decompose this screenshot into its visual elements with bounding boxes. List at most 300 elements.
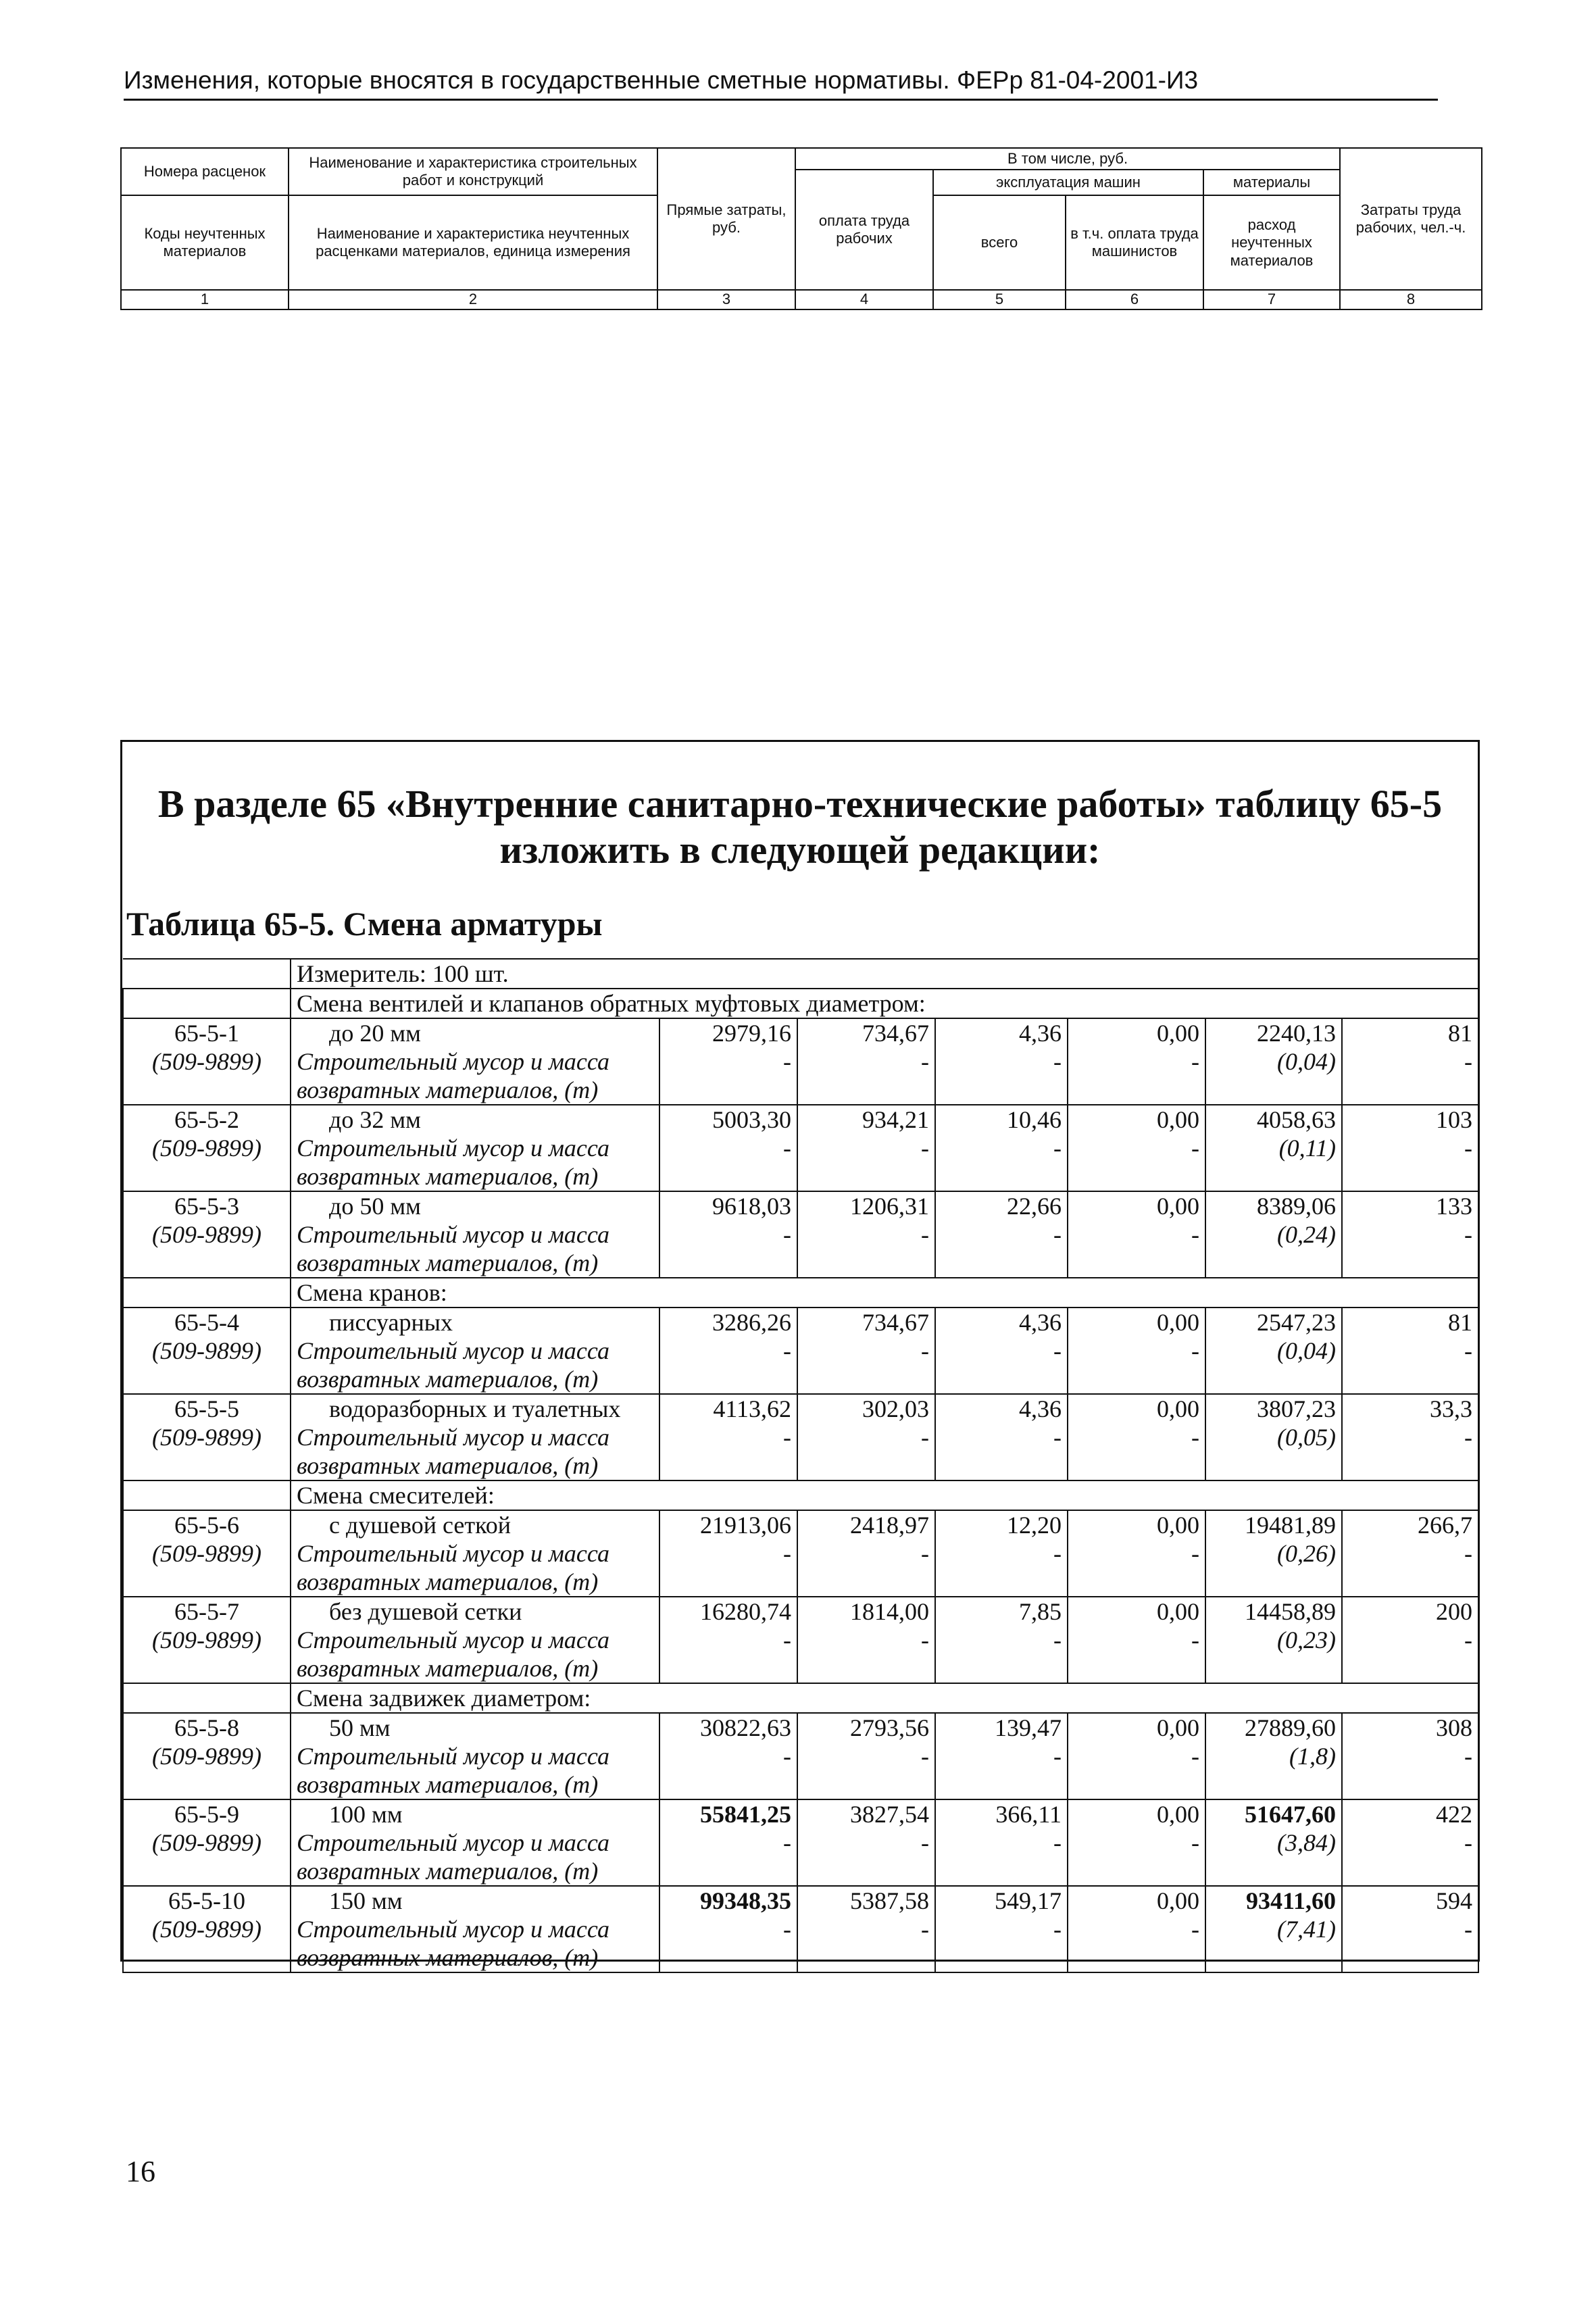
direct-costs: 9618,03 xyxy=(659,1191,797,1220)
material-usage: (1,8) xyxy=(1205,1742,1342,1770)
column-number-7: 7 xyxy=(1203,290,1340,309)
material-name-cont: возвратных материалов, (т) xyxy=(291,1568,659,1597)
empty-cell xyxy=(659,1365,797,1394)
material-usage: (0,26) xyxy=(1205,1539,1342,1568)
operator-dash: - xyxy=(1068,1539,1205,1568)
group-title: Смена задвижек диаметром: xyxy=(291,1683,1478,1713)
group-title: Смена смесителей: xyxy=(291,1480,1478,1510)
column-number-5: 5 xyxy=(933,290,1066,309)
table-subrow xyxy=(123,1539,1478,1568)
group-spacer xyxy=(123,989,291,1018)
direct-dash: - xyxy=(659,1915,797,1943)
material-cost: 8389,06 xyxy=(1205,1191,1342,1220)
table-row xyxy=(123,1713,1478,1742)
column-number-1: 1 xyxy=(121,290,289,309)
material-name-cont: возвратных материалов, (т) xyxy=(291,1857,659,1886)
empty-cell xyxy=(659,1770,797,1799)
table-subrow-cont xyxy=(123,1654,1478,1683)
empty-cell xyxy=(1342,1770,1478,1799)
labor-hours: 422 xyxy=(1342,1799,1478,1828)
empty-cell xyxy=(935,1943,1068,1972)
direct-dash: - xyxy=(659,1626,797,1654)
pay-dash: - xyxy=(797,1423,935,1451)
material-name-cont: возвратных материалов, (т) xyxy=(291,1365,659,1394)
table-subrow-cont xyxy=(123,1365,1478,1394)
worker-pay: 2418,97 xyxy=(797,1510,935,1539)
labor-hours: 200 xyxy=(1342,1597,1478,1626)
table-subrow xyxy=(123,1626,1478,1654)
work-name: до 20 мм xyxy=(291,1018,659,1047)
table-row xyxy=(123,1886,1478,1915)
table-subrow-cont xyxy=(123,1451,1478,1480)
code-empty xyxy=(123,1654,291,1683)
hours-dash: - xyxy=(1342,1423,1478,1451)
empty-cell xyxy=(1342,1249,1478,1278)
table-subrow-cont xyxy=(123,1249,1478,1278)
material-name-cont: возвратных материалов, (т) xyxy=(291,1943,659,1972)
column-header-table xyxy=(120,147,1482,310)
material-name: Строительный мусор и масса xyxy=(291,1220,659,1249)
table-subrow xyxy=(123,1337,1478,1365)
empty-cell xyxy=(1205,1568,1342,1597)
header-material-codes: Коды неучтенных материалов xyxy=(121,195,289,290)
code-empty xyxy=(123,1451,291,1480)
material-name: Строительный мусор и масса xyxy=(291,1742,659,1770)
operator-dash: - xyxy=(1068,1134,1205,1162)
empty-cell xyxy=(1342,1943,1478,1972)
table-row xyxy=(123,1394,1478,1423)
material-cost: 93411,60 xyxy=(1205,1886,1342,1915)
group-spacer xyxy=(123,1683,291,1713)
group-title: Смена вентилей и клапанов обратных муфтовых диаметром: xyxy=(291,989,1478,1018)
direct-costs: 21913,06 xyxy=(659,1510,797,1539)
labor-hours: 81 xyxy=(1342,1018,1478,1047)
material-code: (509-9899) xyxy=(123,1742,291,1770)
worker-pay: 2793,56 xyxy=(797,1713,935,1742)
direct-costs: 55841,25 xyxy=(659,1799,797,1828)
direct-dash: - xyxy=(659,1539,797,1568)
table-row xyxy=(123,1799,1478,1828)
code-empty xyxy=(123,1365,291,1394)
header-machines-total: всего xyxy=(933,195,1066,290)
labor-hours: 266,7 xyxy=(1342,1510,1478,1539)
material-name-cont: возвратных материалов, (т) xyxy=(291,1654,659,1683)
operator-pay: 0,00 xyxy=(1068,1799,1205,1828)
empty-cell xyxy=(1068,1076,1205,1105)
empty-cell xyxy=(797,1249,935,1278)
rate-code: 65-5-2 xyxy=(123,1105,291,1134)
machines-total: 139,47 xyxy=(935,1713,1068,1742)
operator-pay: 0,00 xyxy=(1068,1191,1205,1220)
group-spacer xyxy=(123,1480,291,1510)
pay-dash: - xyxy=(797,1626,935,1654)
machines-total: 366,11 xyxy=(935,1799,1068,1828)
empty-cell xyxy=(935,1857,1068,1886)
material-usage: (0,24) xyxy=(1205,1220,1342,1249)
empty-cell xyxy=(1342,1568,1478,1597)
machines-total: 10,46 xyxy=(935,1105,1068,1134)
rate-code: 65-5-3 xyxy=(123,1191,291,1220)
empty-cell xyxy=(659,1857,797,1886)
direct-costs: 16280,74 xyxy=(659,1597,797,1626)
empty-cell xyxy=(1205,1249,1342,1278)
empty-cell xyxy=(659,1249,797,1278)
header-direct-costs: Прямые затраты, руб. xyxy=(657,148,795,290)
material-code: (509-9899) xyxy=(123,1828,291,1857)
material-usage: (0,04) xyxy=(1205,1047,1342,1076)
empty-cell xyxy=(1342,1654,1478,1683)
column-number-4: 4 xyxy=(795,290,933,309)
material-name-cont: возвратных материалов, (т) xyxy=(291,1451,659,1480)
worker-pay: 302,03 xyxy=(797,1394,935,1423)
operator-dash: - xyxy=(1068,1047,1205,1076)
material-code: (509-9899) xyxy=(123,1915,291,1943)
mach-dash: - xyxy=(935,1915,1068,1943)
pay-dash: - xyxy=(797,1047,935,1076)
hours-dash: - xyxy=(1342,1134,1478,1162)
code-empty xyxy=(123,1076,291,1105)
machines-total: 4,36 xyxy=(935,1394,1068,1423)
material-name: Строительный мусор и масса xyxy=(291,1423,659,1451)
material-code: (509-9899) xyxy=(123,1220,291,1249)
direct-costs: 30822,63 xyxy=(659,1713,797,1742)
header-worker-pay: оплата труда рабочих xyxy=(795,170,933,290)
rate-code: 65-5-7 xyxy=(123,1597,291,1626)
worker-pay: 5387,58 xyxy=(797,1886,935,1915)
empty-cell xyxy=(935,1451,1068,1480)
material-name: Строительный мусор и масса xyxy=(291,1134,659,1162)
empty-cell xyxy=(1068,1943,1205,1972)
operator-pay: 0,00 xyxy=(1068,1597,1205,1626)
group-title: Смена кранов: xyxy=(291,1278,1478,1308)
hours-dash: - xyxy=(1342,1337,1478,1365)
header-labor-hours: Затраты труда рабочих, чел.-ч. xyxy=(1340,148,1482,290)
material-name: Строительный мусор и масса xyxy=(291,1337,659,1365)
work-name: писсуарных xyxy=(291,1308,659,1337)
table-subrow-cont xyxy=(123,1162,1478,1191)
empty-cell xyxy=(659,1568,797,1597)
hours-dash: - xyxy=(1342,1047,1478,1076)
hours-dash: - xyxy=(1342,1220,1478,1249)
mach-dash: - xyxy=(935,1828,1068,1857)
group-row xyxy=(123,1480,1478,1510)
rate-code: 65-5-6 xyxy=(123,1510,291,1539)
code-empty xyxy=(123,1857,291,1886)
empty-cell xyxy=(1205,1770,1342,1799)
group-row xyxy=(123,1683,1478,1713)
column-number-3: 3 xyxy=(657,290,795,309)
material-name: Строительный мусор и масса xyxy=(291,1047,659,1076)
operator-dash: - xyxy=(1068,1742,1205,1770)
page-number: 16 xyxy=(126,2155,155,2188)
operator-dash: - xyxy=(1068,1423,1205,1451)
operator-dash: - xyxy=(1068,1828,1205,1857)
empty-cell xyxy=(1068,1365,1205,1394)
work-name: без душевой сетки xyxy=(291,1597,659,1626)
hours-dash: - xyxy=(1342,1915,1478,1943)
mach-dash: - xyxy=(935,1423,1068,1451)
material-usage: (0,11) xyxy=(1205,1134,1342,1162)
mach-dash: - xyxy=(935,1742,1068,1770)
rate-code: 65-5-1 xyxy=(123,1018,291,1047)
work-name: до 50 мм xyxy=(291,1191,659,1220)
pay-dash: - xyxy=(797,1828,935,1857)
empty-cell xyxy=(935,1770,1068,1799)
direct-dash: - xyxy=(659,1134,797,1162)
column-number-6: 6 xyxy=(1066,290,1203,309)
worker-pay: 934,21 xyxy=(797,1105,935,1134)
labor-hours: 33,3 xyxy=(1342,1394,1478,1423)
machines-total: 12,20 xyxy=(935,1510,1068,1539)
table-subrow xyxy=(123,1047,1478,1076)
header-material-usage: расход неучтенных материалов xyxy=(1203,195,1340,290)
direct-dash: - xyxy=(659,1423,797,1451)
empty-cell xyxy=(1068,1568,1205,1597)
direct-dash: - xyxy=(659,1337,797,1365)
measure-label: Измеритель: 100 шт. xyxy=(297,960,509,987)
work-name: 100 мм xyxy=(291,1799,659,1828)
empty-cell xyxy=(797,1857,935,1886)
header-material-name: Наименование и характеристика неучтенных расценками материалов, единица измерения xyxy=(289,195,657,290)
empty-cell xyxy=(935,1654,1068,1683)
operator-dash: - xyxy=(1068,1915,1205,1943)
work-name: 50 мм xyxy=(291,1713,659,1742)
empty-cell xyxy=(935,1162,1068,1191)
table-subrow xyxy=(123,1742,1478,1770)
material-usage: (3,84) xyxy=(1205,1828,1342,1857)
table-subrow-cont xyxy=(123,1076,1478,1105)
empty-cell xyxy=(935,1076,1068,1105)
material-name: Строительный мусор и масса xyxy=(291,1828,659,1857)
material-name-cont: возвратных материалов, (т) xyxy=(291,1770,659,1799)
mach-dash: - xyxy=(935,1047,1068,1076)
empty-cell xyxy=(935,1365,1068,1394)
header-including: В том числе, руб. xyxy=(795,148,1340,170)
material-cost: 14458,89 xyxy=(1205,1597,1342,1626)
pay-dash: - xyxy=(797,1337,935,1365)
table-row xyxy=(123,1191,1478,1220)
direct-costs: 5003,30 xyxy=(659,1105,797,1134)
material-code: (509-9899) xyxy=(123,1423,291,1451)
section-box xyxy=(120,740,1480,1971)
material-cost: 3807,23 xyxy=(1205,1394,1342,1423)
material-cost: 4058,63 xyxy=(1205,1105,1342,1134)
empty-cell xyxy=(1068,1249,1205,1278)
material-name-cont: возвратных материалов, (т) xyxy=(291,1076,659,1105)
empty-cell xyxy=(1342,1076,1478,1105)
material-usage: (7,41) xyxy=(1205,1915,1342,1943)
mach-dash: - xyxy=(935,1134,1068,1162)
empty-cell xyxy=(1205,1076,1342,1105)
material-code: (509-9899) xyxy=(123,1337,291,1365)
table-subrow xyxy=(123,1220,1478,1249)
operator-dash: - xyxy=(1068,1337,1205,1365)
rate-code: 65-5-10 xyxy=(123,1886,291,1915)
worker-pay: 734,67 xyxy=(797,1308,935,1337)
mach-dash: - xyxy=(935,1626,1068,1654)
empty-cell xyxy=(659,1654,797,1683)
table-row xyxy=(123,1308,1478,1337)
empty-cell xyxy=(797,1654,935,1683)
empty-cell xyxy=(797,1162,935,1191)
mach-dash: - xyxy=(935,1220,1068,1249)
material-code: (509-9899) xyxy=(123,1047,291,1076)
empty-cell xyxy=(659,1076,797,1105)
machines-total: 4,36 xyxy=(935,1018,1068,1047)
empty-cell xyxy=(797,1365,935,1394)
empty-cell xyxy=(797,1568,935,1597)
table-row xyxy=(123,1597,1478,1626)
section-announcement: В разделе 65 «Внутренние санитарно-технические работы» таблицу 65-5 изложить в следующей редакции: xyxy=(157,782,1443,872)
table-subrow xyxy=(123,1423,1478,1451)
code-empty xyxy=(123,1162,291,1191)
rates-table xyxy=(122,958,1479,1973)
empty-cell xyxy=(1068,1451,1205,1480)
hours-dash: - xyxy=(1342,1828,1478,1857)
code-empty xyxy=(123,1770,291,1799)
table-row xyxy=(123,1018,1478,1047)
header-rate-numbers: Номера расценок xyxy=(121,148,289,195)
table-subrow xyxy=(123,1134,1478,1162)
labor-hours: 103 xyxy=(1342,1105,1478,1134)
column-number-2: 2 xyxy=(289,290,657,309)
pay-dash: - xyxy=(797,1220,935,1249)
group-row xyxy=(123,989,1478,1018)
empty-cell xyxy=(935,1249,1068,1278)
work-name: до 32 мм xyxy=(291,1105,659,1134)
empty-cell xyxy=(1342,1365,1478,1394)
operator-pay: 0,00 xyxy=(1068,1308,1205,1337)
hours-dash: - xyxy=(1342,1742,1478,1770)
operator-pay: 0,00 xyxy=(1068,1018,1205,1047)
direct-dash: - xyxy=(659,1220,797,1249)
machines-total: 549,17 xyxy=(935,1886,1068,1915)
material-usage: (0,05) xyxy=(1205,1423,1342,1451)
operator-pay: 0,00 xyxy=(1068,1713,1205,1742)
direct-dash: - xyxy=(659,1828,797,1857)
table-subrow xyxy=(123,1915,1478,1943)
empty-cell xyxy=(659,1162,797,1191)
work-name: 150 мм xyxy=(291,1886,659,1915)
column-number-8: 8 xyxy=(1340,290,1482,309)
rate-code: 65-5-8 xyxy=(123,1713,291,1742)
worker-pay: 734,67 xyxy=(797,1018,935,1047)
empty-cell xyxy=(1205,1943,1342,1972)
material-cost: 27889,60 xyxy=(1205,1713,1342,1742)
material-name: Строительный мусор и масса xyxy=(291,1539,659,1568)
group-row xyxy=(123,1278,1478,1308)
empty-cell xyxy=(1068,1162,1205,1191)
direct-costs: 4113,62 xyxy=(659,1394,797,1423)
empty-cell xyxy=(1068,1857,1205,1886)
header-work-name: Наименование и характеристика строительных работ и конструкций xyxy=(289,148,657,195)
material-code: (509-9899) xyxy=(123,1134,291,1162)
material-name-cont: возвратных материалов, (т) xyxy=(291,1162,659,1191)
operator-pay: 0,00 xyxy=(1068,1886,1205,1915)
header-operator-pay: в т.ч. оплата труда машинистов xyxy=(1066,195,1203,290)
empty-cell xyxy=(935,1568,1068,1597)
material-usage: (0,23) xyxy=(1205,1626,1342,1654)
rate-code: 65-5-9 xyxy=(123,1799,291,1828)
material-usage: (0,04) xyxy=(1205,1337,1342,1365)
table-subrow-cont xyxy=(123,1568,1478,1597)
header-materials: материалы xyxy=(1203,170,1340,195)
code-empty xyxy=(123,1568,291,1597)
empty-cell xyxy=(797,1451,935,1480)
hours-dash: - xyxy=(1342,1626,1478,1654)
table-row xyxy=(123,1510,1478,1539)
running-title: Изменения, которые вносятся в государственные сметные нормативы. ФЕРр 81-04-2001-И3 xyxy=(124,66,1438,101)
empty-cell xyxy=(1205,1162,1342,1191)
empty-cell xyxy=(1342,1451,1478,1480)
material-cost: 2547,23 xyxy=(1205,1308,1342,1337)
hours-dash: - xyxy=(1342,1539,1478,1568)
table-subrow-cont xyxy=(123,1943,1478,1972)
empty-cell xyxy=(1342,1857,1478,1886)
labor-hours: 81 xyxy=(1342,1308,1478,1337)
material-cost: 51647,60 xyxy=(1205,1799,1342,1828)
operator-dash: - xyxy=(1068,1220,1205,1249)
empty-cell xyxy=(797,1076,935,1105)
empty-cell xyxy=(1068,1654,1205,1683)
table-subrow-cont xyxy=(123,1857,1478,1886)
empty-cell xyxy=(797,1943,935,1972)
work-name: с душевой сеткой xyxy=(291,1510,659,1539)
direct-costs: 99348,35 xyxy=(659,1886,797,1915)
mach-dash: - xyxy=(935,1539,1068,1568)
worker-pay: 1814,00 xyxy=(797,1597,935,1626)
material-code: (509-9899) xyxy=(123,1626,291,1654)
operator-pay: 0,00 xyxy=(1068,1510,1205,1539)
rate-code: 65-5-4 xyxy=(123,1308,291,1337)
empty-cell xyxy=(1342,1162,1478,1191)
empty-cell xyxy=(659,1451,797,1480)
header-machines: эксплуатация машин xyxy=(933,170,1203,195)
machines-total: 22,66 xyxy=(935,1191,1068,1220)
material-cost: 2240,13 xyxy=(1205,1018,1342,1047)
empty-cell xyxy=(659,1943,797,1972)
empty-cell xyxy=(1068,1770,1205,1799)
pay-dash: - xyxy=(797,1539,935,1568)
material-name: Строительный мусор и масса xyxy=(291,1626,659,1654)
machines-total: 7,85 xyxy=(935,1597,1068,1626)
direct-costs: 2979,16 xyxy=(659,1018,797,1047)
pay-dash: - xyxy=(797,1134,935,1162)
labor-hours: 133 xyxy=(1342,1191,1478,1220)
table-subrow xyxy=(123,1828,1478,1857)
rate-code: 65-5-5 xyxy=(123,1394,291,1423)
code-empty xyxy=(123,1249,291,1278)
work-name: водоразборных и туалетных xyxy=(291,1394,659,1423)
operator-pay: 0,00 xyxy=(1068,1105,1205,1134)
empty-cell xyxy=(1205,1365,1342,1394)
worker-pay: 3827,54 xyxy=(797,1799,935,1828)
direct-dash: - xyxy=(659,1742,797,1770)
direct-costs: 3286,26 xyxy=(659,1308,797,1337)
empty-cell xyxy=(1205,1857,1342,1886)
table-title: Таблица 65-5. Смена арматуры xyxy=(126,905,603,943)
empty-cell xyxy=(1205,1654,1342,1683)
empty-cell xyxy=(1205,1451,1342,1480)
material-name-cont: возвратных материалов, (т) xyxy=(291,1249,659,1278)
pay-dash: - xyxy=(797,1742,935,1770)
empty-cell xyxy=(797,1770,935,1799)
direct-dash: - xyxy=(659,1047,797,1076)
worker-pay: 1206,31 xyxy=(797,1191,935,1220)
mach-dash: - xyxy=(935,1337,1068,1365)
labor-hours: 594 xyxy=(1342,1886,1478,1915)
table-row xyxy=(123,1105,1478,1134)
